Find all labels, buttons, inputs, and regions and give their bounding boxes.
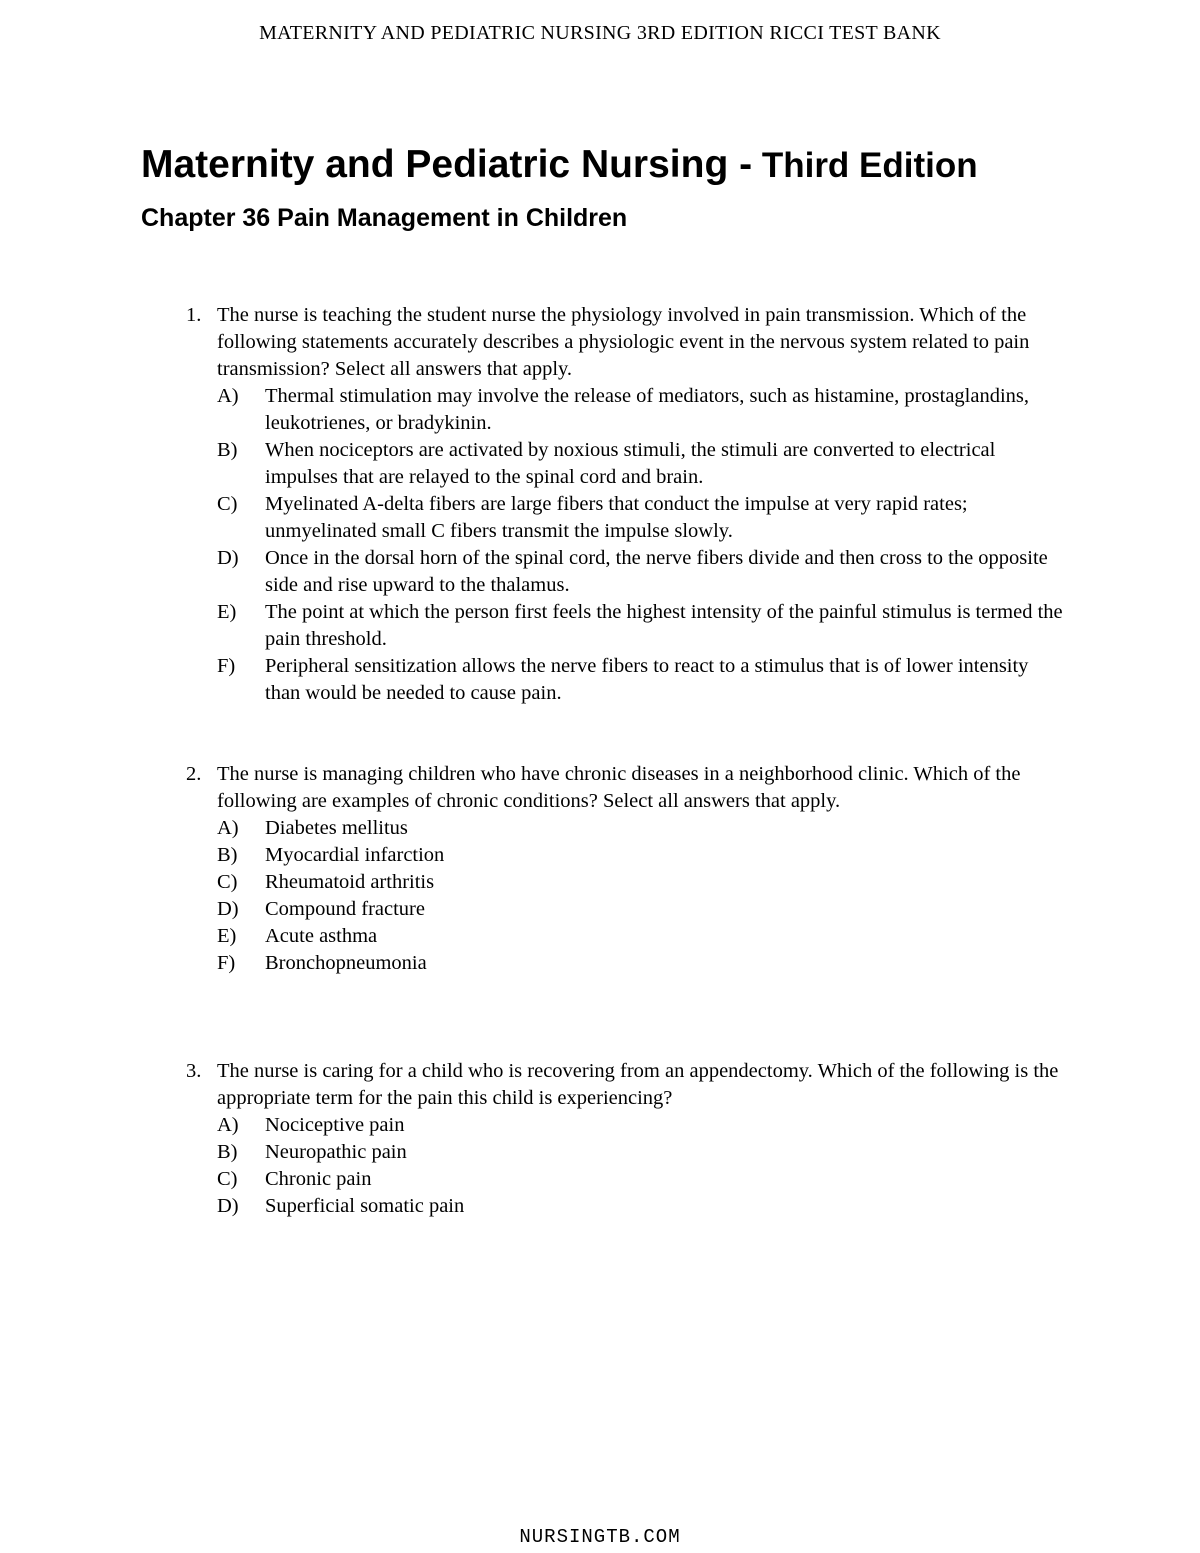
option-letter: B) (217, 439, 238, 461)
question-number: 1. (186, 304, 202, 326)
answer-option (186, 842, 1066, 869)
option-letter: C) (217, 493, 238, 515)
document-title (141, 142, 978, 189)
answer-options (186, 383, 1066, 707)
answer-option (186, 923, 1066, 950)
option-text: Diabetes mellitus (265, 817, 408, 839)
answer-option (186, 383, 1066, 437)
option-letter: F) (217, 952, 236, 974)
option-text: Bronchopneumonia (265, 952, 427, 974)
option-letter: B) (217, 844, 238, 866)
option-letter: A) (217, 1114, 239, 1136)
option-letter: A) (217, 385, 239, 407)
option-letter: E) (217, 601, 237, 623)
option-text: Rheumatoid arthritis (265, 871, 435, 893)
answer-option (186, 896, 1066, 923)
question-stem (186, 761, 1066, 815)
question-2 (186, 761, 1066, 977)
answer-option (186, 950, 1066, 977)
option-text: Chronic pain (265, 1168, 372, 1190)
document-title-edition: Third Edition (752, 146, 978, 185)
option-letter: D) (217, 898, 239, 920)
document-title-main: Maternity and Pediatric Nursing - (141, 143, 753, 186)
answer-option (186, 599, 1066, 653)
option-letter: F) (217, 655, 236, 677)
option-letter: D) (217, 1195, 239, 1217)
option-letter: C) (217, 871, 238, 893)
option-letter: E) (217, 925, 237, 947)
answer-option (186, 869, 1066, 896)
answer-option (186, 1139, 1066, 1166)
option-text: Once in the dorsal horn of the spinal cord, the nerve fibers divide and then cross to the opposite side and rise upward to the thalamus. (265, 547, 1048, 596)
option-text: Myocardial infarction (265, 844, 445, 866)
question-3 (186, 1058, 1066, 1220)
option-text: Neuropathic pain (265, 1141, 407, 1163)
question-text: The nurse is managing children who have chronic diseases in a neighborhood clinic. Which of the following are examples of chronic conditions? Select all answers that apply. (217, 763, 1021, 812)
chapter-title: Chapter 36 Pain Management in Children (141, 204, 628, 232)
answer-option (186, 437, 1066, 491)
option-letter: B) (217, 1141, 238, 1163)
option-text: Peripheral sensitization allows the nerve fibers to react to a stimulus that is of lower intensity than would be needed to cause pain. (265, 655, 1029, 704)
answer-option (186, 1112, 1066, 1139)
question-text: The nurse is caring for a child who is recovering from an appendectomy. Which of the following is the appropriate term for the pain this child is experiencing? (217, 1060, 1059, 1109)
option-text: Myelinated A-delta fibers are large fibers that conduct the impulse at very rapid rates; unmyelinated small C fibers transmit the impulse slowly. (265, 493, 968, 542)
page-footer: NURSINGTB.COM (519, 1526, 681, 1548)
question-1 (186, 302, 1066, 707)
option-text: Thermal stimulation may involve the release of mediators, such as histamine, prostaglandins, leukotrienes, or bradykinin. (265, 385, 1030, 434)
option-text: The point at which the person first feels the highest intensity of the painful stimulus is termed the pain threshold. (265, 601, 1063, 650)
option-text: Acute asthma (265, 925, 378, 947)
option-text: Nociceptive pain (265, 1114, 405, 1136)
question-stem (186, 1058, 1066, 1112)
running-header: MATERNITY AND PEDIATRIC NURSING 3RD EDITION RICCI TEST BANK (259, 22, 941, 44)
option-letter: C) (217, 1168, 238, 1190)
option-text: Compound fracture (265, 898, 425, 920)
answer-options (186, 815, 1066, 977)
answer-option (186, 653, 1066, 707)
answer-option (186, 1166, 1066, 1193)
question-stem (186, 302, 1066, 383)
option-letter: D) (217, 547, 239, 569)
answer-option (186, 491, 1066, 545)
question-number: 2. (186, 763, 202, 785)
option-letter: A) (217, 817, 239, 839)
answer-option (186, 815, 1066, 842)
question-number: 3. (186, 1060, 202, 1082)
answer-option (186, 545, 1066, 599)
option-text: When nociceptors are activated by noxious stimuli, the stimuli are converted to electrical impulses that are relayed to the spinal cord and brain. (265, 439, 996, 488)
question-text: The nurse is teaching the student nurse the physiology involved in pain transmission. Which of the following statements accurately describes a physiologic event in the nervous system related to pain transmission? Select all answers that apply. (217, 304, 1030, 380)
answer-options (186, 1112, 1066, 1220)
option-text: Superficial somatic pain (265, 1195, 465, 1217)
answer-option (186, 1193, 1066, 1220)
